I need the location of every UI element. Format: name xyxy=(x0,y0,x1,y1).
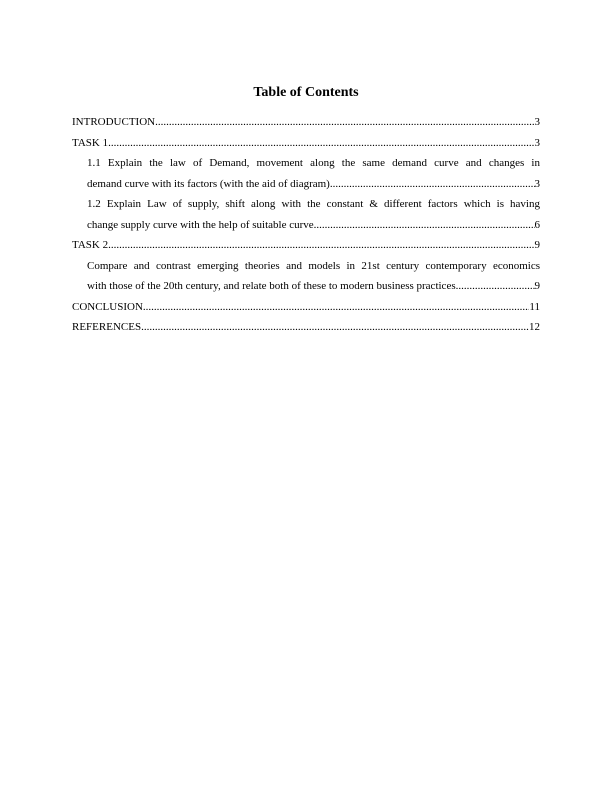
toc-entry-compare-theories[interactable] xyxy=(72,256,540,297)
toc-page-number: 3 xyxy=(534,136,540,149)
toc-page-number: 12 xyxy=(529,321,540,333)
toc-entry-text-line-1: 1.1 Explain the law of Demand, movement along the same demand curve and changes in xyxy=(87,157,540,169)
toc-entry-text: INTRODUCTION xyxy=(72,116,156,128)
toc-page-number: 3 xyxy=(534,116,540,128)
dot-leader xyxy=(143,297,530,318)
toc-entry-text-line-2: with those of the 20th century, and relate both of these to modern business practices xyxy=(87,280,456,292)
toc-page-number: 9 xyxy=(534,280,540,292)
toc-entry-task-1[interactable] xyxy=(72,133,540,154)
toc-entry-conclusion[interactable] xyxy=(72,297,540,318)
dot-leader xyxy=(108,133,534,154)
toc-entry-1-2-law-of-supply[interactable] xyxy=(72,194,540,235)
dot-leader xyxy=(314,215,535,236)
dot-leader xyxy=(141,317,529,338)
table-of-contents xyxy=(72,112,540,338)
toc-entry-1-1-law-of-demand[interactable] xyxy=(72,153,540,194)
toc-entry-text: CONCLUSION xyxy=(72,300,143,313)
toc-title: Table of Contents xyxy=(253,85,359,100)
toc-entry-task-2[interactable] xyxy=(72,235,540,256)
toc-entry-text-line-1: 1.2 Explain Law of supply, shift along with the constant & different factors which is having xyxy=(87,198,540,210)
dot-leader xyxy=(108,235,534,256)
toc-entry-text: REFERENCES xyxy=(72,321,142,333)
toc-entry-text-line-2: demand curve with its factors (with the aid of diagram) xyxy=(87,177,330,190)
toc-entry-text-line-2: change supply curve with the help of suitable curve xyxy=(87,218,314,231)
toc-entry-text: TASK 2 xyxy=(72,239,109,251)
dot-leader xyxy=(330,174,535,195)
toc-page-number: 11 xyxy=(529,300,540,313)
toc-page-number: 6 xyxy=(534,218,540,231)
toc-page-number: 9 xyxy=(534,239,540,251)
toc-entry-introduction[interactable] xyxy=(72,112,540,133)
toc-entry-references[interactable] xyxy=(72,317,540,338)
toc-entry-text-line-1: Compare and contrast emerging theories and models in 21st century contemporary economics xyxy=(87,259,540,272)
toc-page-number: 3 xyxy=(534,177,540,190)
dot-leader xyxy=(456,276,535,297)
dot-leader xyxy=(155,112,534,133)
toc-entry-text: TASK 1 xyxy=(72,136,109,149)
